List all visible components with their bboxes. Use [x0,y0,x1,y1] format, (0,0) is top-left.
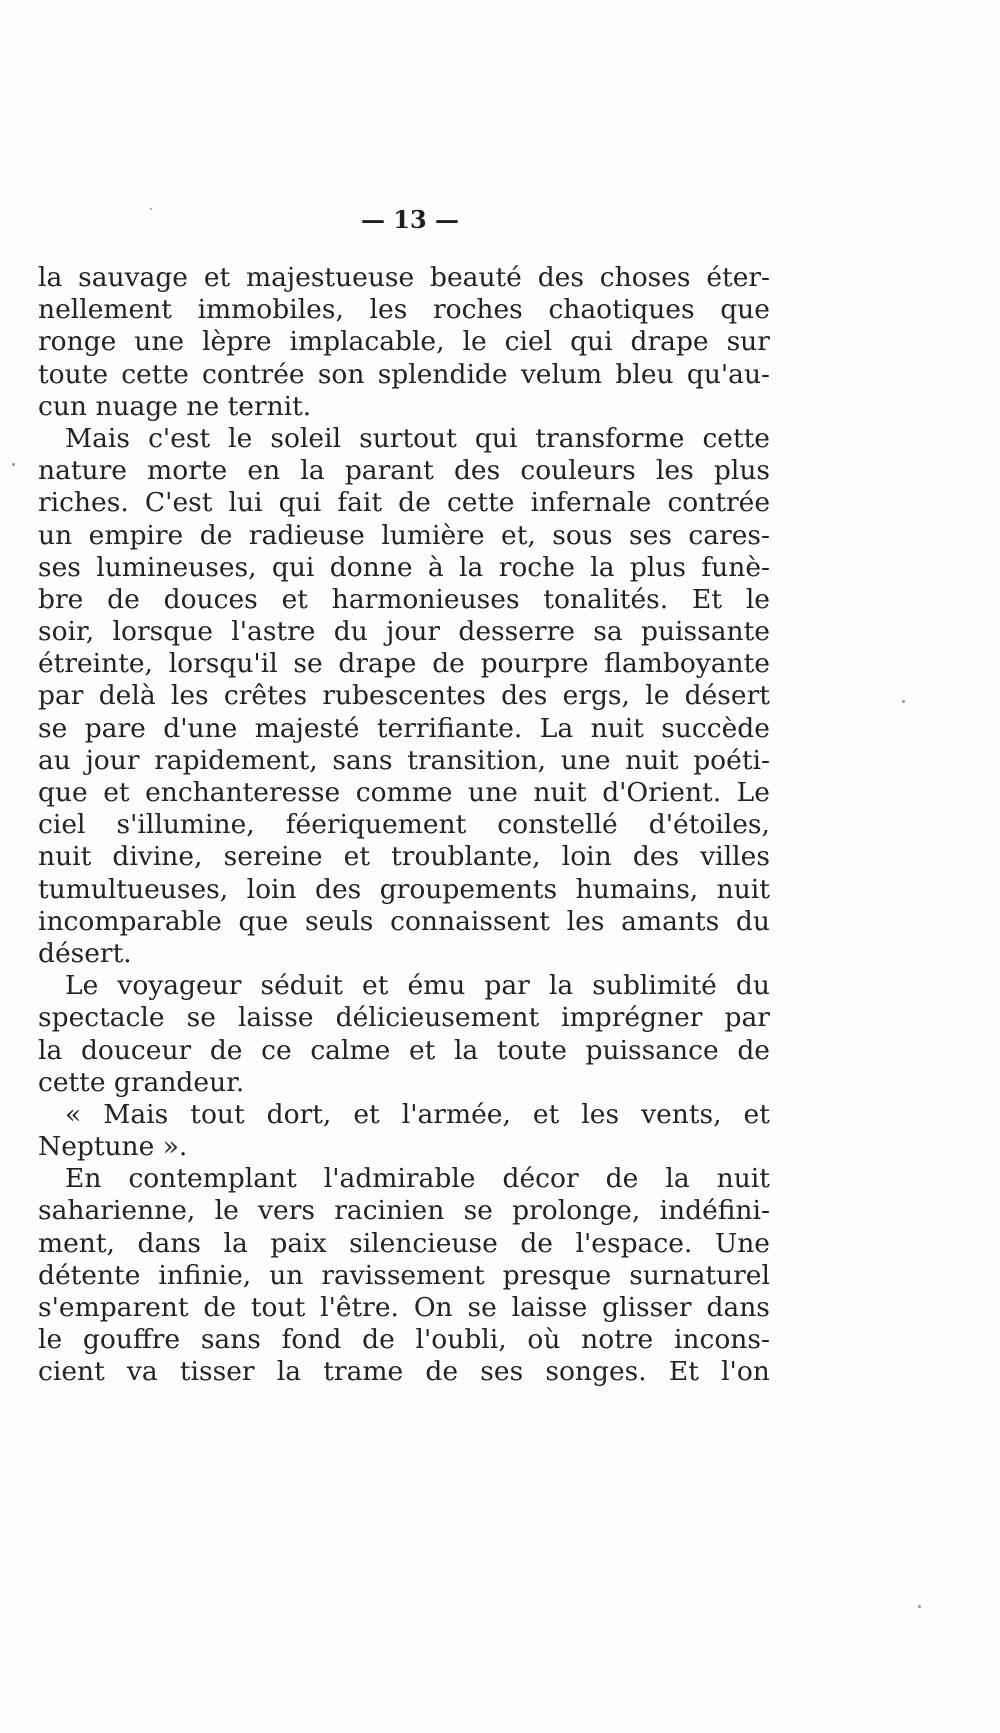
text-line: Neptune ». [38,1131,188,1163]
body-text [38,262,770,1389]
text-line: incomparable que seuls connaissent les amants du [38,905,770,937]
text-line: au jour rapidement, sans transition, une nuit poéti- [38,744,770,776]
scan-speck [902,700,905,703]
text-line: étreinte, lorsqu'il se drape de pourpre flamboyante [38,648,770,680]
text-line: un empire de radieuse lumière et, sous ses cares- [38,519,770,551]
text-line: ronge une lèpre implacable, le ciel qui drape sur [38,326,770,358]
text-line: nuit divine, sereine et troublante, loin des villes [38,841,770,873]
text-line: Mais c'est le soleil surtout qui transforme cette [65,422,770,454]
text-line: riches. C'est lui qui fait de cette infernale contrée [38,487,770,519]
text-line: soir, lorsque l'astre du jour desserre sa puissante [38,616,770,648]
text-line: cun nuage ne ternit. [38,390,312,422]
text-line: la sauvage et majestueuse beauté des choses éter- [38,262,770,293]
text-line: bre de douces et harmonieuses tonalités. Et le [38,583,770,615]
text-line: désert. [38,937,132,969]
text-line: la douceur de ce calme et la toute puissance de [38,1034,770,1066]
text-line: par delà les crêtes rubescentes des ergs, le désert [38,680,770,712]
scan-speck [918,1605,921,1608]
text-line: cette grandeur. [38,1066,245,1098]
text-line: s'emparent de tout l'être. On se laisse glisser dans [38,1292,770,1323]
text-line: ses lumineuses, qui donne à la roche la plus funè- [38,551,770,583]
text-line: tumultueuses, loin des groupements humains, nuit [38,873,770,905]
text-line: le gouffre sans fond de l'oubli, où notre incons- [38,1324,770,1356]
text-line: « Mais tout dort, et l'armée, et les vents, et [65,1098,770,1130]
text-line: spectacle se laisse délicieusement imprégner par [38,1002,770,1034]
text-line: cient va tisser la trame de ses songes. Et l'on [38,1356,770,1388]
text-line: saharienne, le vers racinien se prolonge, indéfini- [38,1195,770,1227]
scan-speck [150,208,152,210]
scan-speck [12,463,15,466]
text-line: que et enchanteresse comme une nuit d'Orient. Le [38,777,770,808]
text-line: ment, dans la paix silencieuse de l'espace. Une [38,1227,770,1259]
text-line: En contemplant l'admirable décor de la nuit [65,1163,770,1195]
text-line: se pare d'une majesté terrifiante. La nuit succède [38,712,770,744]
text-line: ciel s'illumine, féeriquement constellé d'étoiles, [38,809,770,841]
page-number: — 13 — [360,205,460,234]
text-line: détente infinie, un ravissement presque surnaturel [38,1259,770,1291]
text-line: Le voyageur séduit et ému par la sublimité du [65,970,770,1002]
text-line: nellement immobiles, les roches chaotiques que [38,294,770,326]
text-line: toute cette contrée son splendide velum bleu qu'au- [38,358,770,390]
text-line: nature morte en la parant des couleurs les plus [38,455,770,487]
